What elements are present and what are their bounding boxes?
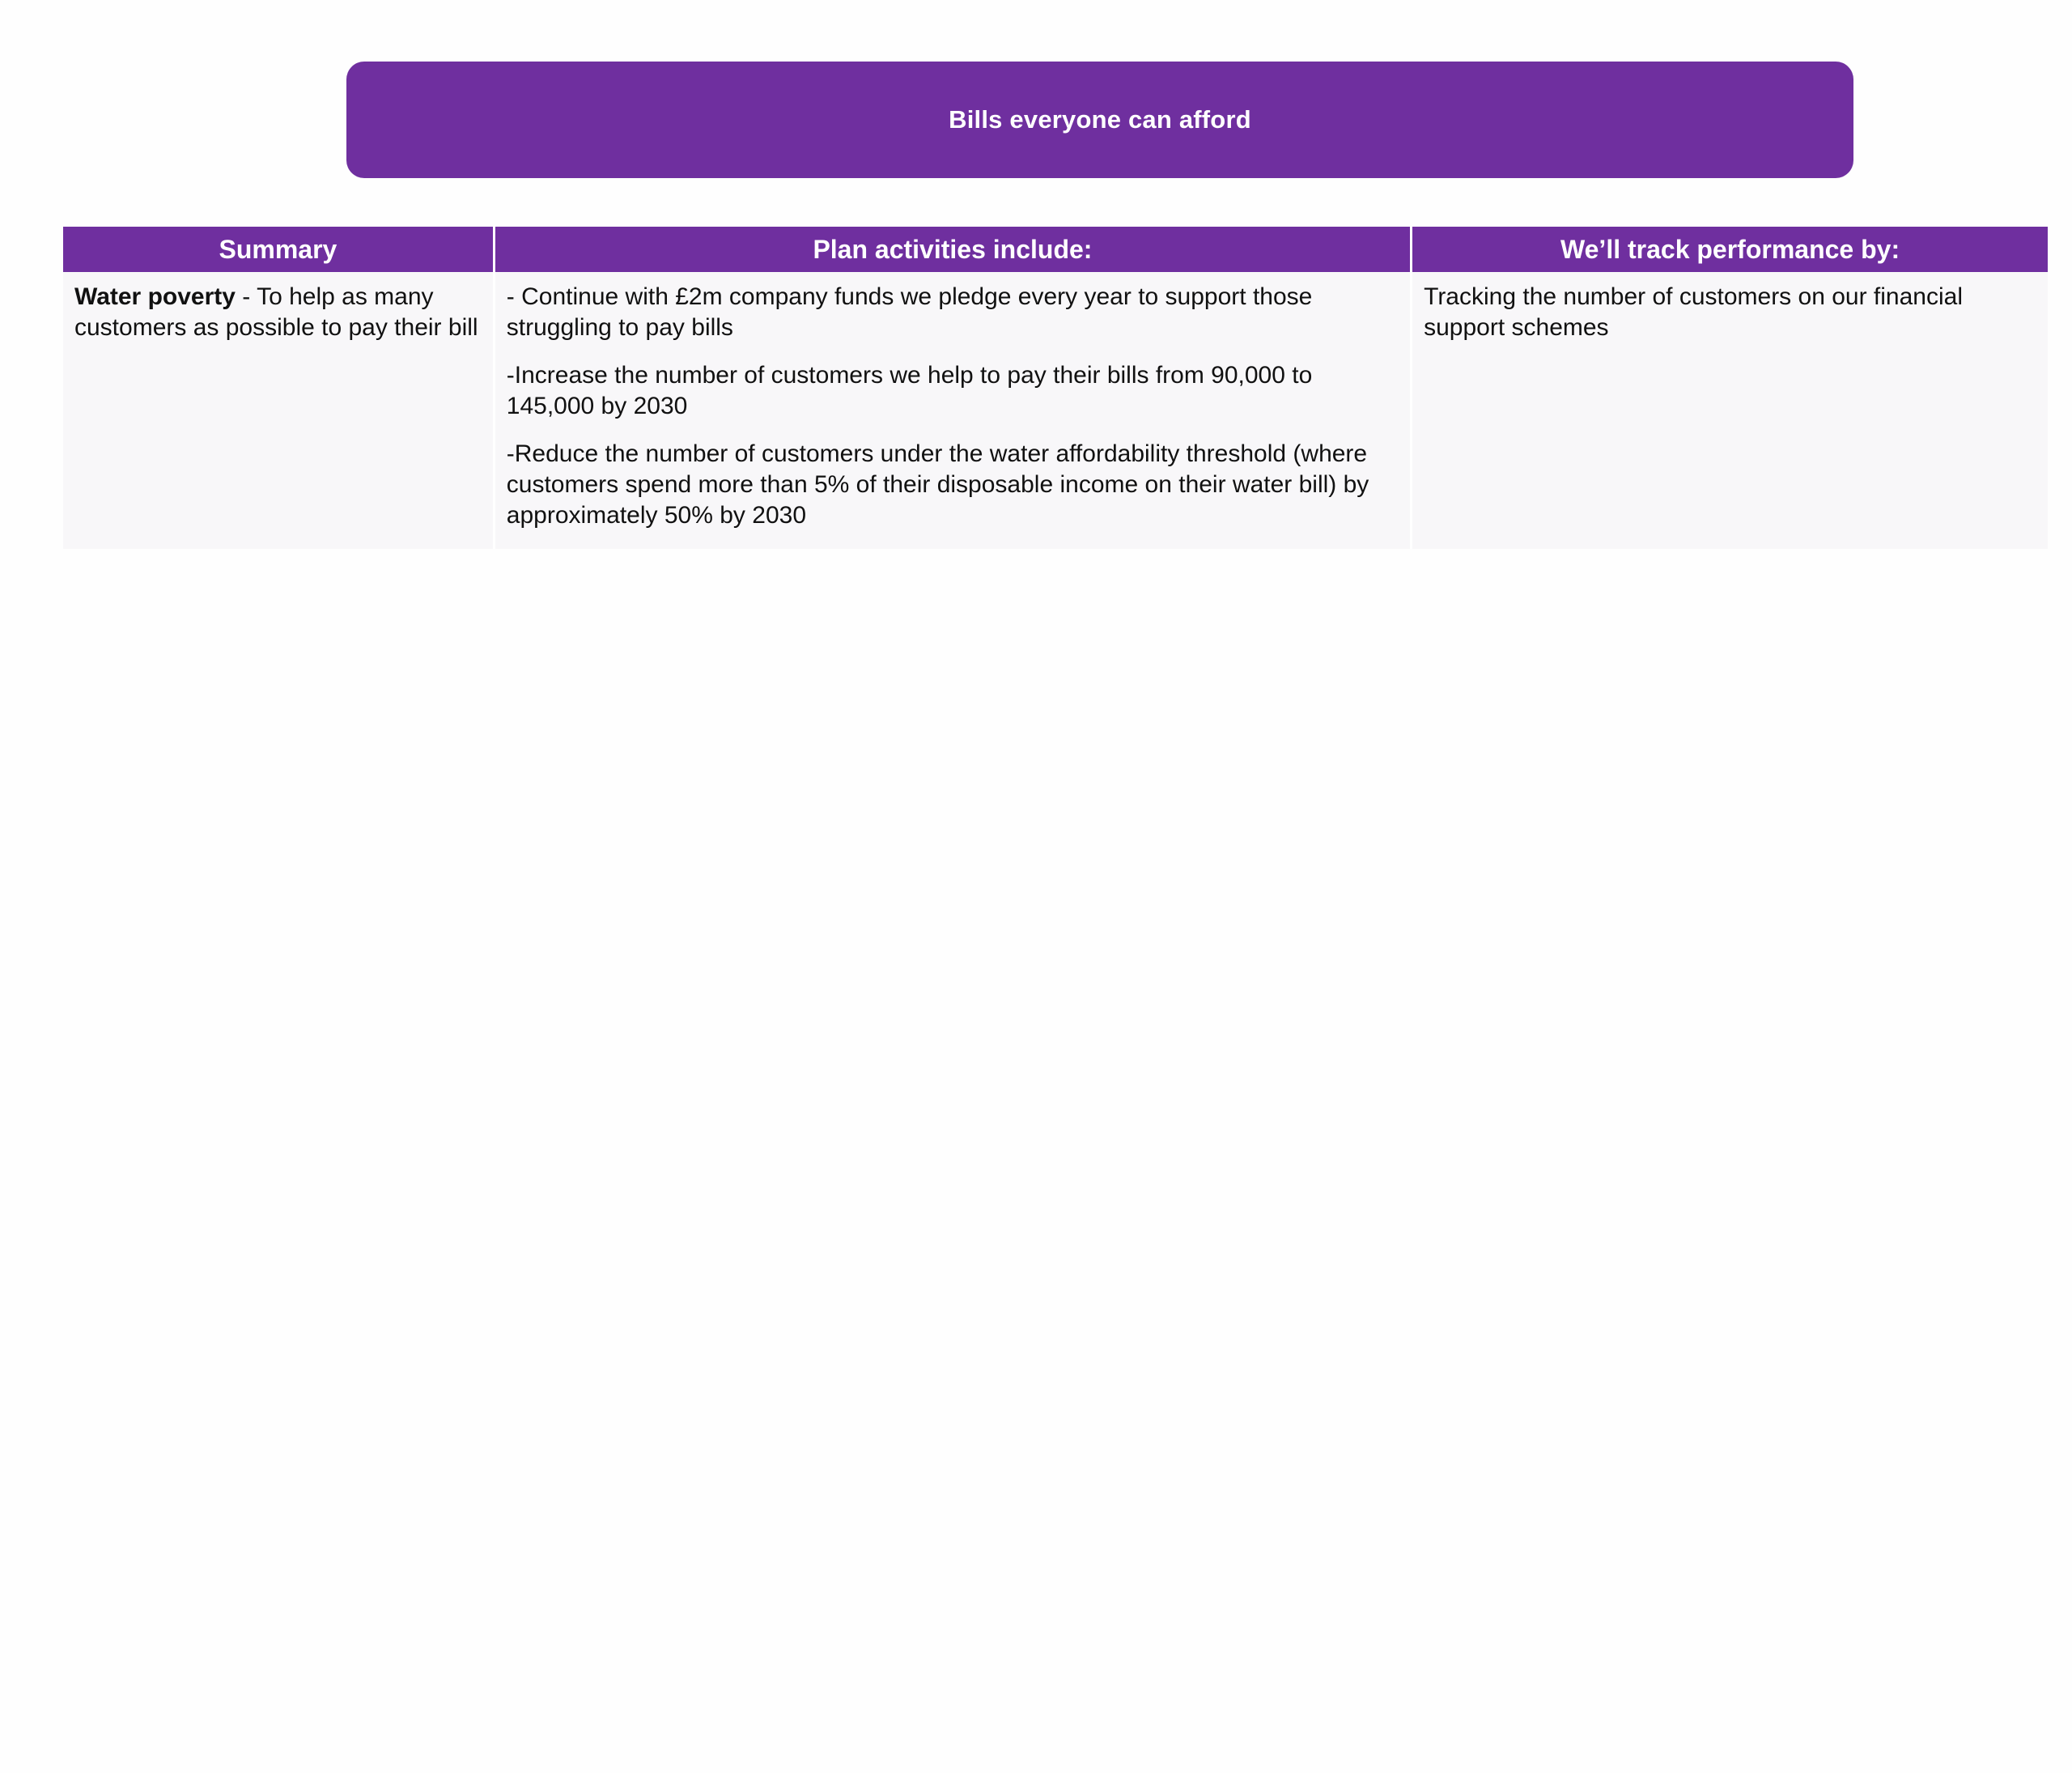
track-cell <box>1412 272 2048 549</box>
table-row <box>63 272 2048 549</box>
plan-cell <box>494 272 1411 549</box>
summary-title: Water poverty <box>74 283 236 310</box>
summary-text: - To help as many customers as possible to pay their bill <box>74 283 478 341</box>
summary-cell <box>63 272 494 549</box>
header-track-performance: We’ll track performance by: <box>1412 227 2048 272</box>
banner-title: Bills everyone can afford <box>346 62 1853 178</box>
track-text: Tracking the number of customers on our financial support schemes <box>1424 283 1963 341</box>
plan-item-reduce-threshold: -Reduce the number of customers under the water affordability threshold (where customers spend more than 5% of their disposable income on their water bill) by approximately 50% by 2030 <box>506 440 1369 529</box>
table-header-row <box>63 227 2048 272</box>
plan-item-funds: - Continue with £2m company funds we pledge every year to support those struggling to pay bills <box>506 283 1313 341</box>
plan-item-increase-customers: -Increase the number of customers we help to pay their bills from 90,000 to 145,000 by 2030 <box>506 362 1313 419</box>
plan-table <box>63 227 2048 549</box>
header-plan-activities: Plan activities include: <box>494 227 1411 272</box>
header-summary: Summary <box>63 227 494 272</box>
